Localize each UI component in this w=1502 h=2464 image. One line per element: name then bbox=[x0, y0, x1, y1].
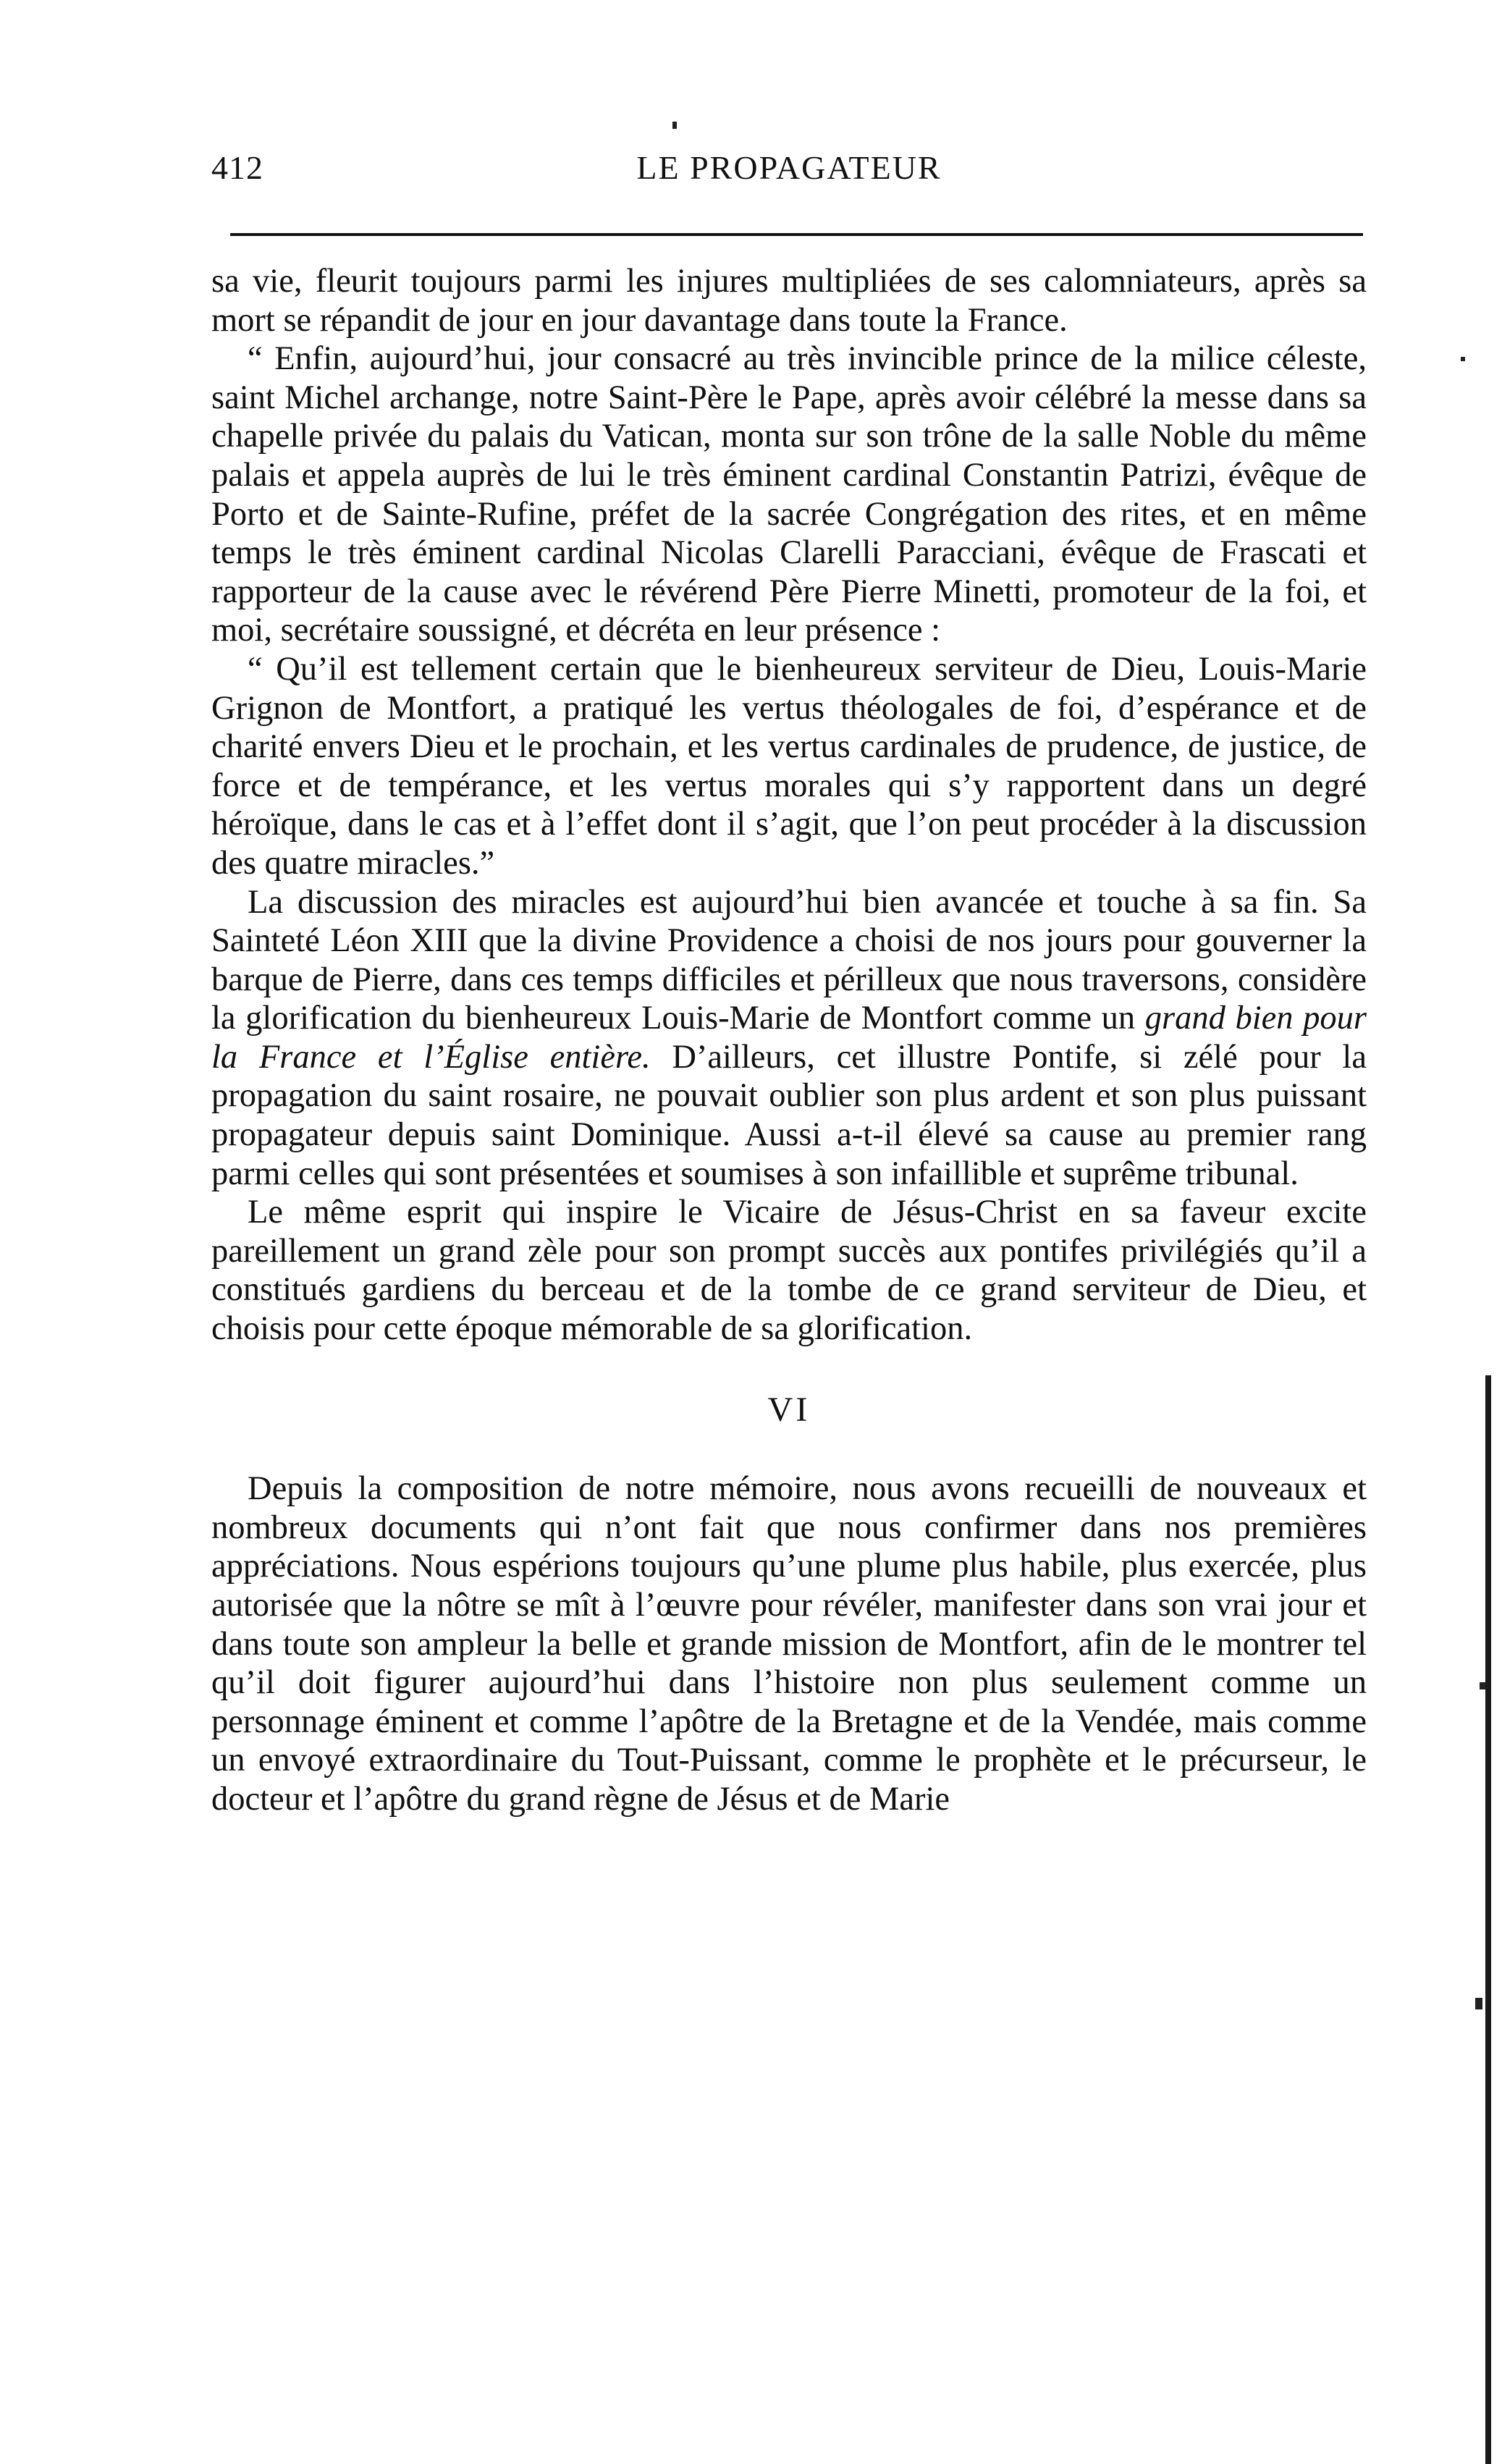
paragraph-4-continuation: D’ailleurs, cet illustre Pontife, si zélé pour la propagation du saint rosaire, ne pouvait oublier son plus ardent et son plus puissant propagateur depuis saint Dominique. Aussi a-t-il élevé sa cause au premier rang parmi celles qui sont présentées et soumises à son infaillible et suprême tribunal. bbox=[211, 1038, 1367, 1192]
section-heading: VI bbox=[767, 1390, 811, 1429]
running-title: LE PROPAGATEUR bbox=[636, 149, 942, 186]
page-edge-shadow bbox=[1485, 1375, 1491, 2464]
page-number: 412 bbox=[211, 149, 263, 186]
scan-speck bbox=[1475, 1998, 1482, 2009]
scan-speck bbox=[1461, 357, 1465, 361]
paragraph-6: Depuis la composition de notre mémoire, nous avons recueilli de nouveaux et nombreux documents qui n’ont fait que nous confirmer dans nos premières appréciations. Nous espérions toujours qu’une plume plus habile, plus exercée, plus autorisée que la nôtre se mît à l’œuvre pour révéler, manifester dans son vrai jour et dans toute son ampleur la belle et grande mission de Montfort, afin de le montrer tel qu’il doit figurer aujourd’hui dans l’histoire non plus seulement comme un personnage éminent et comme l’apôtre de la Bretagne et de la Vendée, mais comme un envoyé extraordinaire du Tout-Puissant, comme le prophète et le précurseur, le docteur et l’apôtre du grand règne de Jésus et de Marie bbox=[211, 1470, 1367, 1818]
paragraph-5: Le même esprit qui inspire le Vicaire de Jésus-Christ en sa faveur excite pareillement un grand zèle pour son prompt succès aux pontifes privilégiés qu’il a constitués gardiens du berceau et de la tombe de ce grand serviteur de Dieu, et choisis pour cette époque mémorable de sa glorification. bbox=[211, 1194, 1367, 1348]
paragraph-2: “ Enfin, aujourd’hui, jour consacré au très invincible prince de la milice céleste, saint Michel archange, notre Saint-Père le Pape, après avoir célébré la messe dans sa chapelle privée du palais du Vatican, monta sur son trône de la salle Noble du même palais et appela auprès de lui le très éminent cardinal Constantin Patrizi, évêque de Porto et de Sainte-Rufine, préfet de la sacrée Congrégation des rites, et en même temps le très éminent cardinal Nicolas Clarelli Paracciani, évêque de Frascati et rapporteur de la cause avec le révérend Père Pierre Minetti, promoteur de la foi, et moi, secrétaire soussigné, et décréta en leur présence : bbox=[211, 340, 1367, 649]
running-head bbox=[211, 148, 1367, 199]
header-rule bbox=[230, 233, 1363, 236]
italic-phrase: grand bien pour la France et l’Église entière. bbox=[211, 1000, 1367, 1076]
paragraph-3: “ Qu’il est tellement certain que le bienheureux serviteur de Dieu, Louis-Marie Grignon de Montfort, a pratiqué les vertus théologales de foi, d’espérance et de charité envers Dieu et le prochain, et les vertus cardinales de prudence, de justice, de force et de tempérance, et les vertus morales qui s’y rapportent dans un degré héroïque, dans le cas et à l’effet dont il s’agit, que l’on peut procéder à la discussion des quatre miracles.” bbox=[211, 650, 1367, 882]
paragraph-4-text: La discussion des miracles est aujourd’hui bien avancée et touche à sa fin. Sa Sainteté Léon XIII que la divine Providence a choisi de nos jours pour gouverner la barque de Pierre, dans ces temps difficiles et périlleux que nous traversons, considère la glorification du bienheureux Louis-Marie de Montfort comme un bbox=[211, 883, 1367, 1037]
paragraph-4 bbox=[211, 883, 1367, 1194]
body-text bbox=[211, 262, 1367, 1819]
paragraph-1: sa vie, fleurit toujours parmi les injures multipliées de ses calomniateurs, après sa mort se répandit de jour en jour davantage dans toute la France. bbox=[211, 263, 1367, 339]
scan-speck bbox=[672, 122, 677, 129]
